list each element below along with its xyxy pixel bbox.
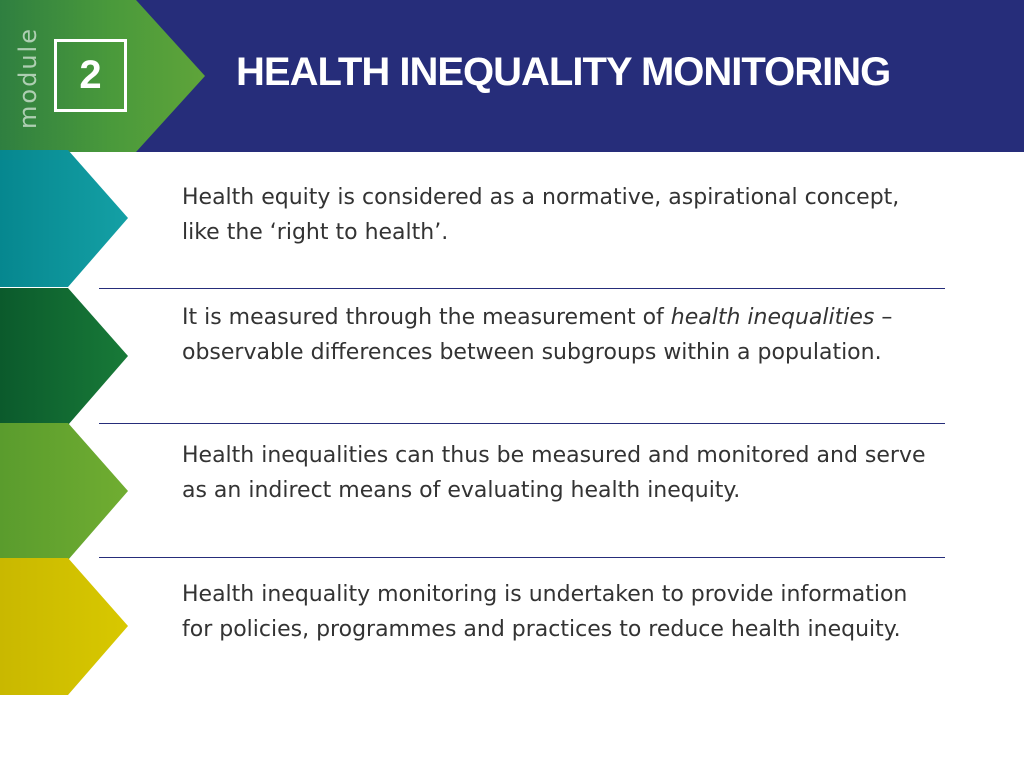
health-inequalities-term: health inequalities bbox=[670, 305, 875, 330]
paragraph-monitoring-means: Health inequalities can thus be measured and monitored and serve as an indirect means of evaluating health inequity. bbox=[182, 443, 926, 503]
teal-chevron-marker bbox=[0, 150, 128, 287]
module-label bbox=[8, 22, 48, 134]
module-number-box bbox=[54, 39, 127, 112]
paragraph-measurement bbox=[182, 300, 942, 370]
divider bbox=[99, 288, 945, 289]
module-word: module bbox=[14, 27, 43, 129]
divider bbox=[99, 557, 945, 558]
page-title: HEALTH INEQUALITY MONITORING bbox=[236, 50, 891, 94]
paragraph-health-equity: Health equity is considered as a normative, aspirational concept, like the ‘right to health’. bbox=[182, 185, 900, 245]
paragraph-measurement-tail: – observable differences between subgroups within a population. bbox=[182, 305, 893, 365]
yellow-chevron-marker bbox=[0, 558, 128, 695]
paragraph-monitoring-purpose: Health inequality monitoring is undertaken to provide information for policies, programmes and practices to reduce health inequity. bbox=[182, 582, 908, 642]
divider bbox=[99, 423, 945, 424]
dark-green-chevron-marker bbox=[0, 288, 128, 425]
module-number: 2 bbox=[79, 53, 102, 97]
paragraph-measurement-lead: It is measured through the measurement of bbox=[182, 305, 671, 330]
light-green-chevron-marker bbox=[0, 423, 128, 560]
